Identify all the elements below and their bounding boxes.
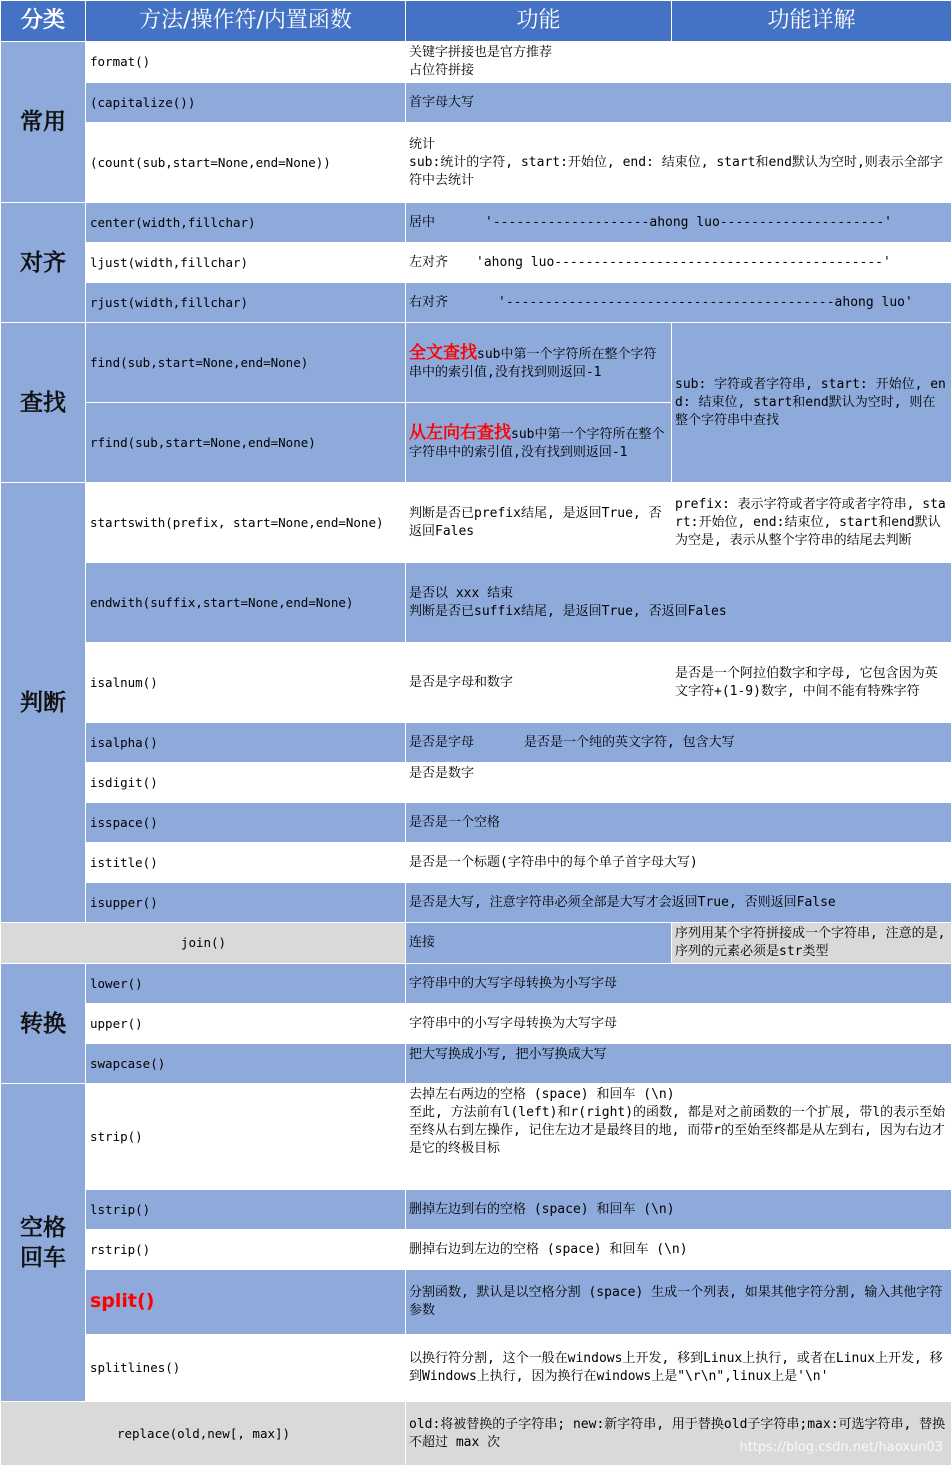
method-cell: format() xyxy=(86,42,406,83)
highlight-text: 全文查找 xyxy=(409,343,477,363)
method-cell: strip() xyxy=(86,1084,406,1190)
header-category: 分类 xyxy=(1,1,86,42)
detail-cell: sub: 字符或者字符串, start: 开始位, end: 结束位, start和end默认为空时, 则在整个字符串中查找 xyxy=(672,323,951,483)
method-cell: startswith(prefix, start=None,end=None) xyxy=(86,483,406,563)
table-row xyxy=(1,563,951,643)
table-row xyxy=(1,803,951,843)
table-row xyxy=(1,283,951,323)
table-row xyxy=(1,1004,951,1044)
method-cell: ljust(width,fillchar) xyxy=(86,243,406,283)
function-cell: 字符串中的大写字母转换为小写字母 xyxy=(406,964,951,1004)
function-cell: 字符串中的小写字母转换为大写字母 xyxy=(406,1004,951,1044)
function-cell: 判断是否已prefix结尾, 是返回True, 否返回Fales xyxy=(406,483,672,563)
table-row xyxy=(1,1270,951,1335)
table-row xyxy=(1,763,951,803)
highlight-text: 从左向右查找 xyxy=(409,423,511,443)
function-cell: 是否以 xxx 结束 判断是否已suffix结尾, 是返回True, 否返回Fales xyxy=(406,563,951,643)
function-cell: 是否是一个空格 xyxy=(406,803,951,843)
table-row xyxy=(1,42,951,83)
function-cell: 删掉左边到右的空格 (space) 和回车 (\n) xyxy=(406,1190,951,1230)
table-row xyxy=(1,483,951,563)
detail-cell: 序列用某个字符拼接成一个字符串, 注意的是, 序列的元素必须是str类型 xyxy=(672,923,951,964)
method-cell: replace(old,new[, max]) xyxy=(1,1402,406,1466)
table-row xyxy=(1,964,951,1004)
function-cell: 是否是大写, 注意字符串必须全部是大写才会返回True, 否则返回False xyxy=(406,883,951,923)
category-convert: 转换 xyxy=(1,964,86,1084)
function-cell: 统计 sub:统计的字符, start:开始位, end: 结束位, start和end默认为空时,则表示全部字符中去统计 xyxy=(406,123,951,203)
detail-cell: 是否是一个阿拉伯数字和字母, 它包含因为英文字符+(1-9)数字, 中间不能有特殊字符 xyxy=(672,643,951,723)
method-cell: lower() xyxy=(86,964,406,1004)
method-cell: center(width,fillchar) xyxy=(86,203,406,243)
method-cell: isdigit() xyxy=(86,763,406,803)
table-row xyxy=(1,1084,951,1190)
method-cell: join() xyxy=(1,923,406,964)
category-align: 对齐 xyxy=(1,203,86,323)
method-cell: isalnum() xyxy=(86,643,406,723)
highlight-method: split() xyxy=(90,1290,154,1312)
method-cell: isspace() xyxy=(86,803,406,843)
function-cell: 把大写换成小写, 把小写换成大写 xyxy=(406,1044,951,1084)
function-cell: 以换行符分割, 这个一般在windows上开发, 移到Linux上执行, 或者在Linux上开发, 移到Windows上执行, 因为换行在windows上是"\r\n",linux上是'\n' xyxy=(406,1335,951,1402)
table-row xyxy=(1,83,951,123)
table-row xyxy=(1,1230,951,1270)
table-row xyxy=(1,1335,951,1402)
detail-cell: prefix: 表示字符或者字符或者字符串, start:开始位, end:结束位, start和end默认为空是, 表示从整个字符串的结尾去判断 xyxy=(672,483,951,563)
watermark: https://blog.csdn.net/haoxun03 xyxy=(739,1440,943,1455)
function-cell: 居中 '--------------------ahong luo---------------------' xyxy=(406,203,951,243)
function-cell: 是否是一个标题(字符串中的每个单子首字母大写) xyxy=(406,843,951,883)
category-judge: 判断 xyxy=(1,483,86,923)
function-cell: 删掉右边到左边的空格 (space) 和回车 (\n) xyxy=(406,1230,951,1270)
table-row xyxy=(1,883,951,923)
method-cell: isupper() xyxy=(86,883,406,923)
table-row xyxy=(1,843,951,883)
function-cell: 去掉左右两边的空格 (space) 和回车 (\n) 至此, 方法前有l(left)和r(right)的函数, 都是对之前函数的一个扩展, 带l的表示至始至终从右到左操作, 记住左边才是最终目的地, 而带r的至始至终都是从左到右, 因为右边才是它的终极目标 xyxy=(406,1084,951,1190)
method-cell: rfind(sub,start=None,end=None) xyxy=(86,403,406,483)
method-cell: endwith(suffix,start=None,end=None) xyxy=(86,563,406,643)
function-cell: 右对齐 '------------------------------------------ahong luo' xyxy=(406,283,951,323)
category-space-newline: 空格 回车 xyxy=(1,1084,86,1402)
table-row xyxy=(1,1402,951,1466)
function-cell: 关键字拼接也是官方推荐 占位符拼接 xyxy=(406,42,951,83)
method-cell xyxy=(86,1270,406,1335)
function-cell: 首字母大写 xyxy=(406,83,951,123)
method-cell: swapcase() xyxy=(86,1044,406,1084)
header-function: 功能 xyxy=(406,1,672,42)
function-cell: 分割函数, 默认是以空格分割 (space) 生成一个列表, 如果其他字符分割, 输入其他字符参数 xyxy=(406,1270,951,1335)
table-row xyxy=(1,923,951,964)
function-cell: 连接 xyxy=(406,923,672,964)
header-detail: 功能详解 xyxy=(672,1,951,42)
method-cell: istitle() xyxy=(86,843,406,883)
method-cell: rstrip() xyxy=(86,1230,406,1270)
method-cell: (count(sub,start=None,end=None)) xyxy=(86,123,406,203)
table-row xyxy=(1,723,951,763)
table-row xyxy=(1,323,951,403)
table-row xyxy=(1,243,951,283)
table-row xyxy=(1,643,951,723)
table-row xyxy=(1,1190,951,1230)
method-cell: isalpha() xyxy=(86,723,406,763)
category-common: 常用 xyxy=(1,42,86,203)
function-cell: 是否是字母和数字 xyxy=(406,643,672,723)
function-cell: 左对齐 'ahong luo------------------------------------------' xyxy=(406,243,951,283)
method-cell: upper() xyxy=(86,1004,406,1044)
table-row xyxy=(1,123,951,203)
method-cell: (capitalize()) xyxy=(86,83,406,123)
header-row xyxy=(1,1,951,42)
method-cell: find(sub,start=None,end=None) xyxy=(86,323,406,403)
function-cell: 全文查找sub中第一个字符所在整个字符串中的索引值,没有找到则返回-1 xyxy=(406,323,672,403)
function-cell: 是否是数字 xyxy=(406,763,951,803)
function-cell: old:将被替换的子字符串; new:新字符串, 用于替换old子字符串;max:可选字符串, 替换不超过 max 次 xyxy=(406,1402,951,1466)
function-cell: 从左向右查找sub中第一个字符所在整个字符串中的索引值,没有找到则返回-1 xyxy=(406,403,672,483)
method-cell: splitlines() xyxy=(86,1335,406,1402)
header-method: 方法/操作符/内置函数 xyxy=(86,1,406,42)
table-row xyxy=(1,1044,951,1084)
table-row xyxy=(1,203,951,243)
method-cell: rjust(width,fillchar) xyxy=(86,283,406,323)
function-cell: 是否是字母 是否是一个纯的英文字符, 包含大写 xyxy=(406,723,951,763)
category-find: 查找 xyxy=(1,323,86,483)
method-cell: lstrip() xyxy=(86,1190,406,1230)
